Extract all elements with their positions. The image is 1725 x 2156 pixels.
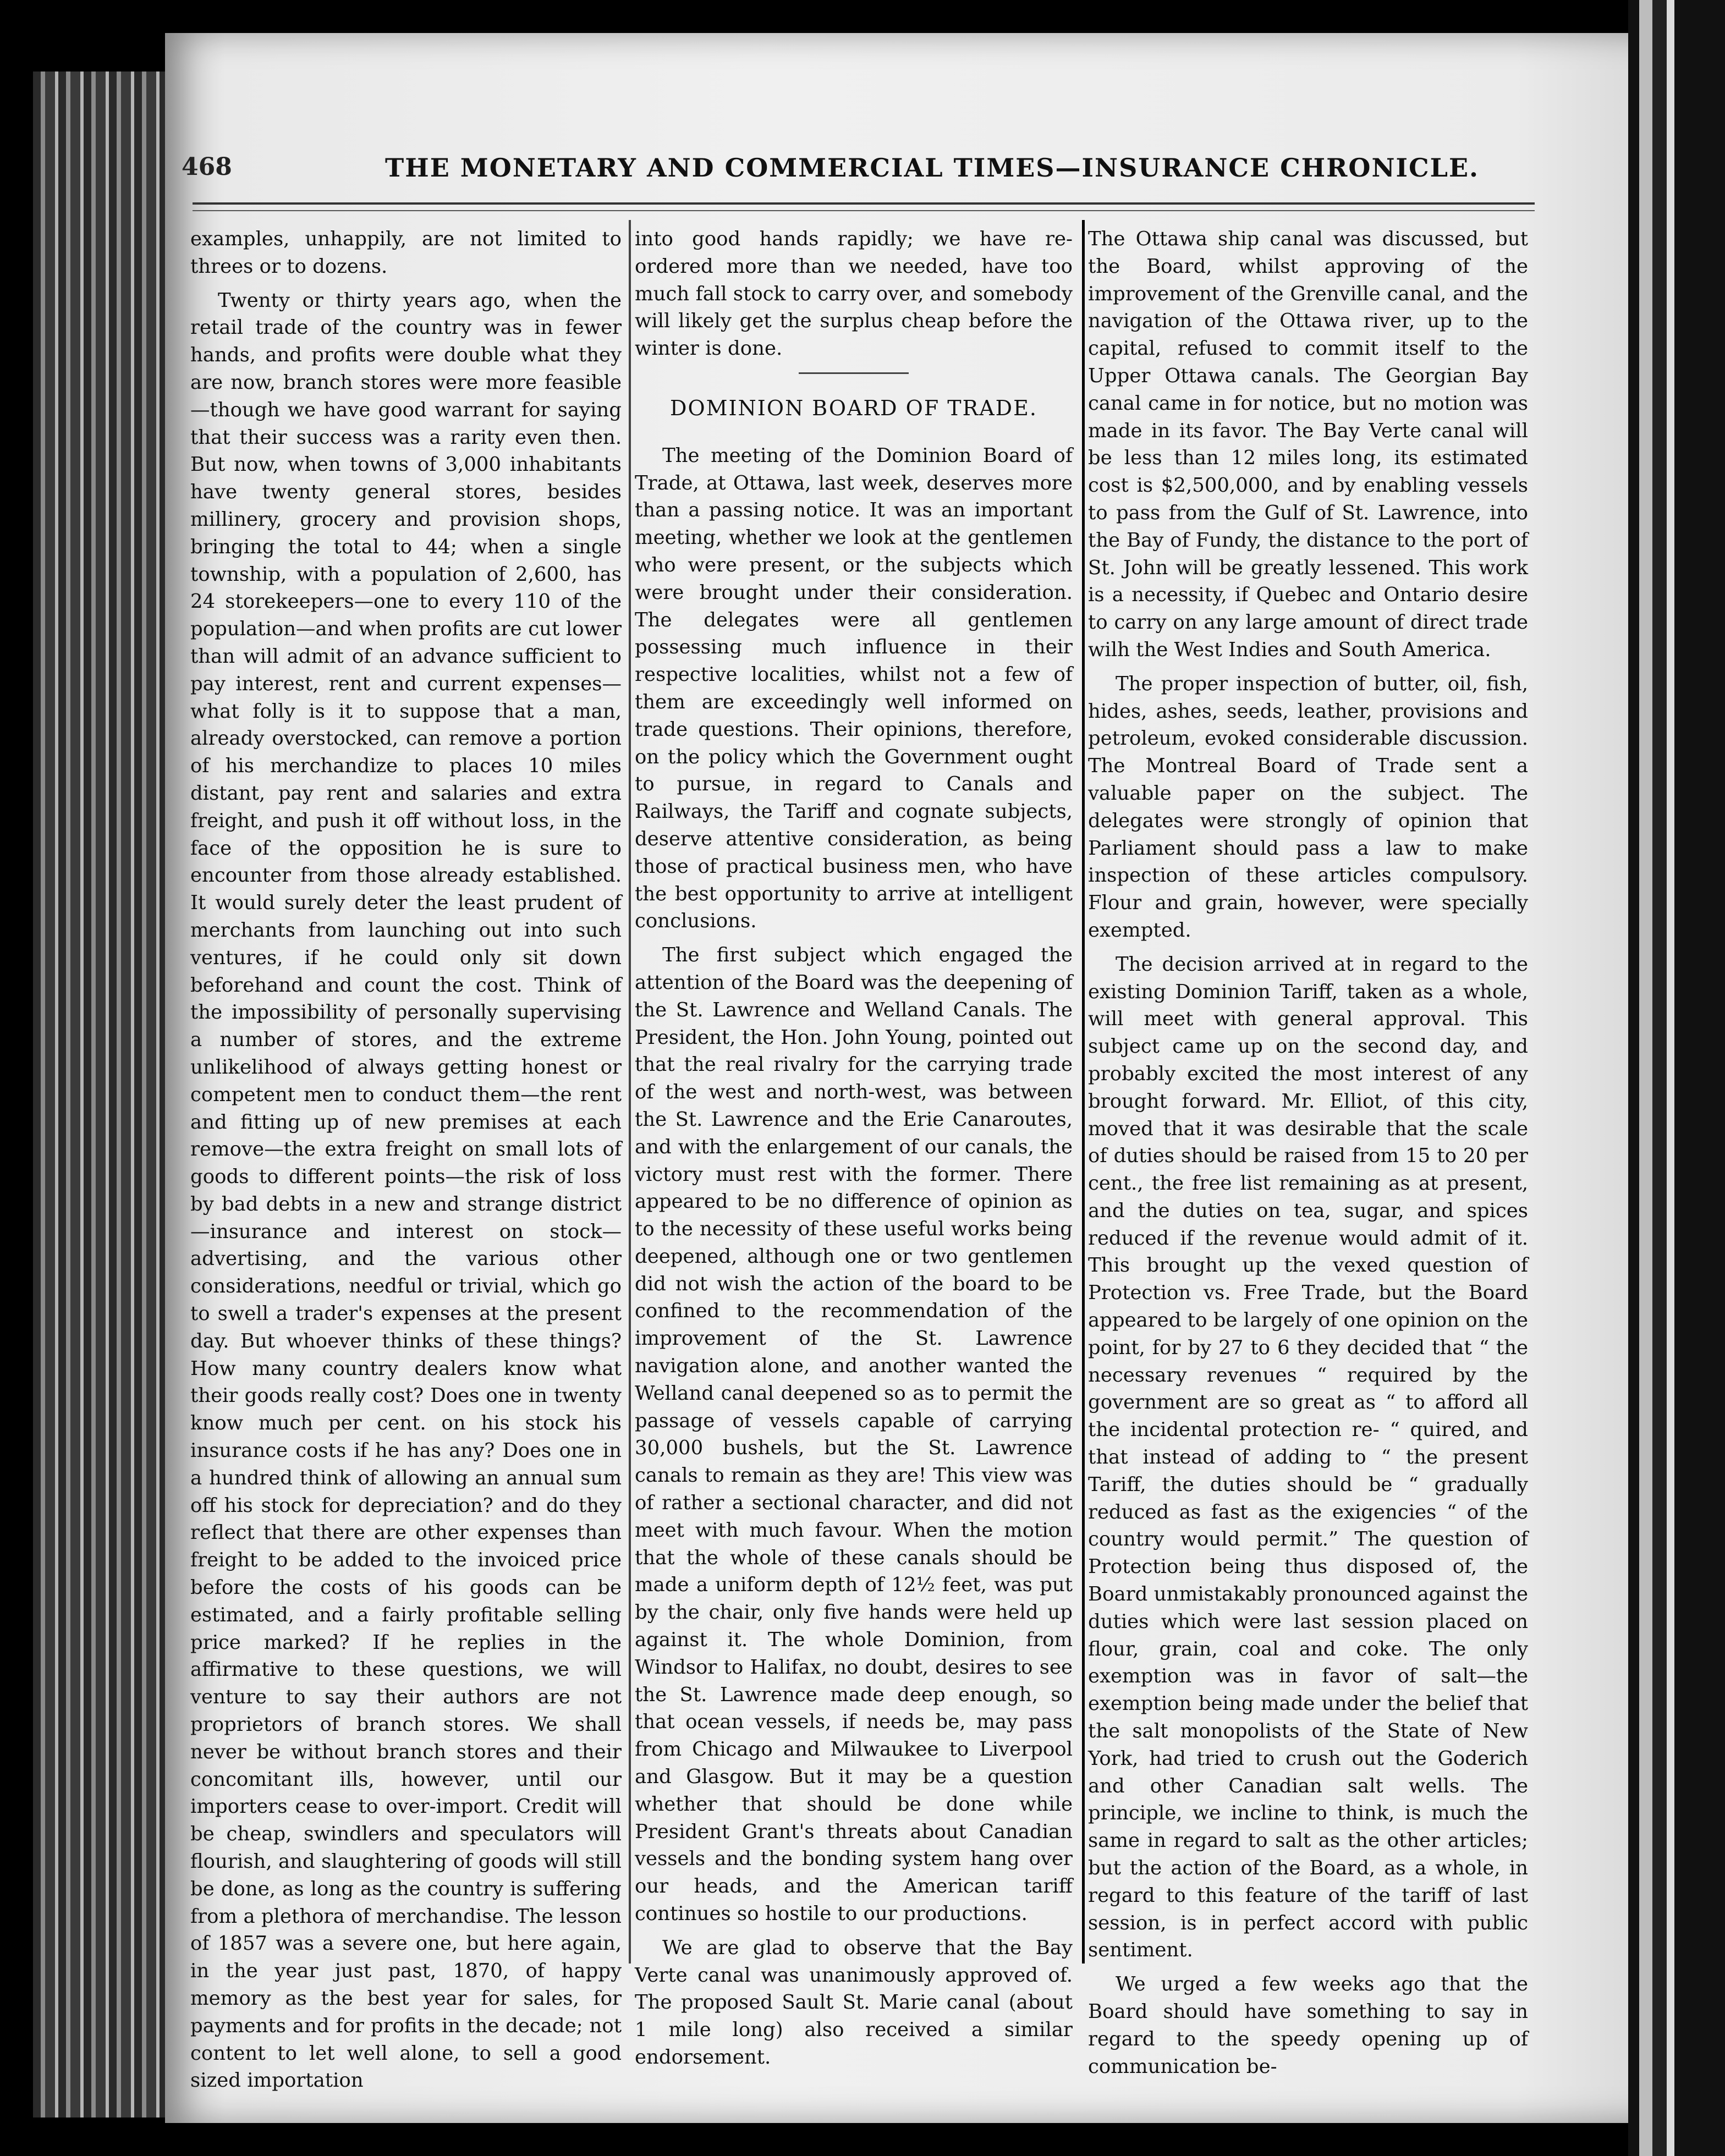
paragraph: Twenty or thirty years ago, when the retail trade of the country was in fewer hands, and profits were double what they are now, branch stores were more feasible—though we have good warrant for saying that their success was a rarity even then. But now, when towns of 3,000 inhabitants have twenty general stores, besides millinery, grocery and provision shops, bringing the total to 44; when a single township, with a population of 2,600, has 24 storekeepers—one to every 110 of the population—and when profits are cut lower than will admit of an advance sufficient to pay interest, rent and current expenses—what folly is it to suppose that a man, already overstocked, can remove a portion of his merchandize to places 10 miles distant, pay rent and salaries and extra freight, and push it off without loss, in the face of the opposition he is sure to encounter from those already established. It would surely deter the least prudent of merchants from launching out into such ventures, if he could only sit down beforehand and count the cost. Think of the impossibility of personally supervising a number of stores, and the extreme unlikelihood of always getting honest or competent men to conduct them—the rent and fitting up of new premises at each remove—the extra freight on small lots of goods to different points—the risk of loss by bad debts in a new and strange district—insurance and interest on stock—advertising, and the various other considerations, needful or trivial, which go to swell a trader's expenses at the present day. But whoever thinks of these things? How many country dealers know what their goods really cost? Does one in twenty know much per cent. on his stock his insurance costs if he has any? Does one in a hundred think of allowing an annual sum off his stock for depreciation? and do they reflect that there are other expenses than freight to be added to the invoiced price before the costs of his goods can be estimated, and a fairly profitable selling price marked? If he replies in the affirmative to these questions, we will venture to say their authors are not proprietors of branch stores. We shall never be without branch stores and their concomitant ills, however, until our importers cease to over-import. Credit will be cheap, swindlers and speculators will flourish, and slaughtering of goods will still be done, as long as the country is suffering from a plethora of merchandise. The lesson of 1857 was a severe one, but here again, in the year just past, 1870, of happy memory as the best year for sales, for payments and for profits in the decade; not content to let well alone, to sell a good sized importation xyxy=(190,289,622,2092)
paragraph: The first subject which engaged the attention of the Board was the deepening of the St. Lawrence and Welland Canals. The President, the Hon. John Young, pointed out that the real rivalry for the carrying trade of the west and north-west, was between the St. Lawrence and the Erie Canaroutes, and with the enlargement of our canals, the victory must rest with the former. There appeared to be no difference of opinion as to the necessity of these useful works being deepened, although one or two gentlemen did not wish the action of the board to be confined to the recommendation of the improvement of the St. Lawrence navigation alone, and another wanted the Welland canal deepened so as to permit the passage of vessels capable of carrying 30,000 bushels, but the St. Lawrence canals to remain as they are! This view was of rather a sectional character, and did not meet with much favour. When the motion that the whole of these canals should be made a uniform depth of 12½ feet, was put by the chair, only five hands were held up against it. The whole Dominion, from Windsor to Halifax, no doubt, desires to see the St. Lawrence made deep enough, so that ocean vessels, if needs be, may pass from Chicago and Milwaukee to Liverpool and Glasgow. But it may be a question whether that should be done while President Grant's threats about Canadian vessels and the bonding system hang over our heads, and the American tariff continues so hostile to our productions. xyxy=(635,944,1073,1926)
paragraph: The decision arrived at in regard to the existing Dominion Tariff, taken as a whole, will meet with general approval. This subject came up on the second day, and probably excited the most interest of any brought forward. Mr. Elliot, of this city, moved that it was desirable that the scale of duties should be raised from 15 to 20 per cent., the free list remaining as at present, and the duties on tea, sugar, and spices reduced if the revenue would admit of it. This brought up the vexed question of Protection vs. Free Trade, but the Board appeared to be largely of one opinion on the point, for by 27 to 6 they decided that “ the necessary revenues “ required by the government are so great as “ to afford all the incidental protection re- “ quired, and that instead of adding to “ the present Tariff, the duties should be “ gradually reduced as fast as the exigencies “ of the country would permit.” The question of Protection being thus disposed of, the Board unmistakably pronounced against the duties which were last session placed on flour, grain, coal and coke. The only exemption was in favor of salt—the exemption being made under the belief that the salt monopolists of the State of New York, had tried to crush out the Goderich and other Canadian salt wells. The principle, we incline to think, is much the same in regard to salt as the other articles; but the action of the Board, as a whole, in regard to this feature of the tariff of last session, is in perfect accord with public sentiment. xyxy=(1088,953,1528,1962)
section-separator xyxy=(799,372,909,378)
book-binding-edge xyxy=(1628,0,1725,2156)
column-divider xyxy=(629,220,631,1964)
column-1 xyxy=(190,226,622,2092)
paragraph: The meeting of the Dominion Board of Trade, at Ottawa, last week, deserves more than a passing notice. It was an important meeting, whether we look at the gentlemen who were present, or the subjects which were brought under their consideration. The delegates were all gentlemen possessing much influence in their respective localities, whilst not a few of them are exceedingly well informed on trade questions. Their opinions, therefore, on the policy which the Government ought to pursue, in regard to Canals and Railways, the Tariff and cognate subjects, deserve attentive consideration, as being those of practical business men, who have the best opportunity to arrive at intelligent conclusions. xyxy=(635,444,1073,933)
page-stack-edges xyxy=(33,72,182,2118)
paragraph: The Ottawa ship canal was discussed, but the Board, whilst approving of the improvement of the Grenville canal, and the navigation of the Ottawa river, up to the capital, refused to commit itself to the Upper Ottawa canals. The Georgian Bay canal came in for notice, but no motion was made in its favor. The Bay Verte canal will be less than 12 miles long, its estimated cost is $2,500,000, and by enabling vessels to pass from the Gulf of St. Lawrence, into the Bay of Fundy, the distance to the port of St. John will be greatly lessened. This work is a necessity, if Quebec and Ontario desire to carry on any large amount of direct trade wilh the West Indies and South America. xyxy=(1088,228,1528,661)
column-2 xyxy=(635,226,1073,2069)
paragraph: examples, unhappily, are not limited to threes or to dozens. xyxy=(190,228,622,278)
paragraph: The proper inspection of butter, oil, fish, hides, ashes, seeds, leather, provisions and petroleum, evoked considerable discussion. The Montreal Board of Trade sent a valuable paper on the subject. The delegates were strongly of opinion that Parliament should pass a law to make inspection of these articles compulsory. Flour and grain, however, were specially exempted. xyxy=(1088,672,1528,942)
running-title: THE MONETARY AND COMMERCIAL TIMES—INSURANCE CHRONICLE. xyxy=(385,153,1480,183)
running-header xyxy=(182,153,1524,186)
paragraph: We urged a few weeks ago that the Board should have something to say in regard to the speedy opening up of communication be- xyxy=(1088,1973,1528,2078)
paragraph: into good hands rapidly; we have re-ordered more than we needed, have too much fall stock to carry over, and somebody will likely get the surplus cheap before the winter is done. xyxy=(635,228,1073,360)
column-divider xyxy=(1082,220,1085,1964)
paragraph: We are glad to observe that the Bay Verte canal was unanimously approved of. The proposed Sault St. Marie canal (about 1 mile long) also received a similar endorsement. xyxy=(635,1936,1073,2069)
article-heading: DOMINION BOARD OF TRADE. xyxy=(670,395,1037,420)
page-number: 468 xyxy=(182,153,232,181)
header-rule xyxy=(193,202,1535,211)
column-3 xyxy=(1088,226,1528,2078)
